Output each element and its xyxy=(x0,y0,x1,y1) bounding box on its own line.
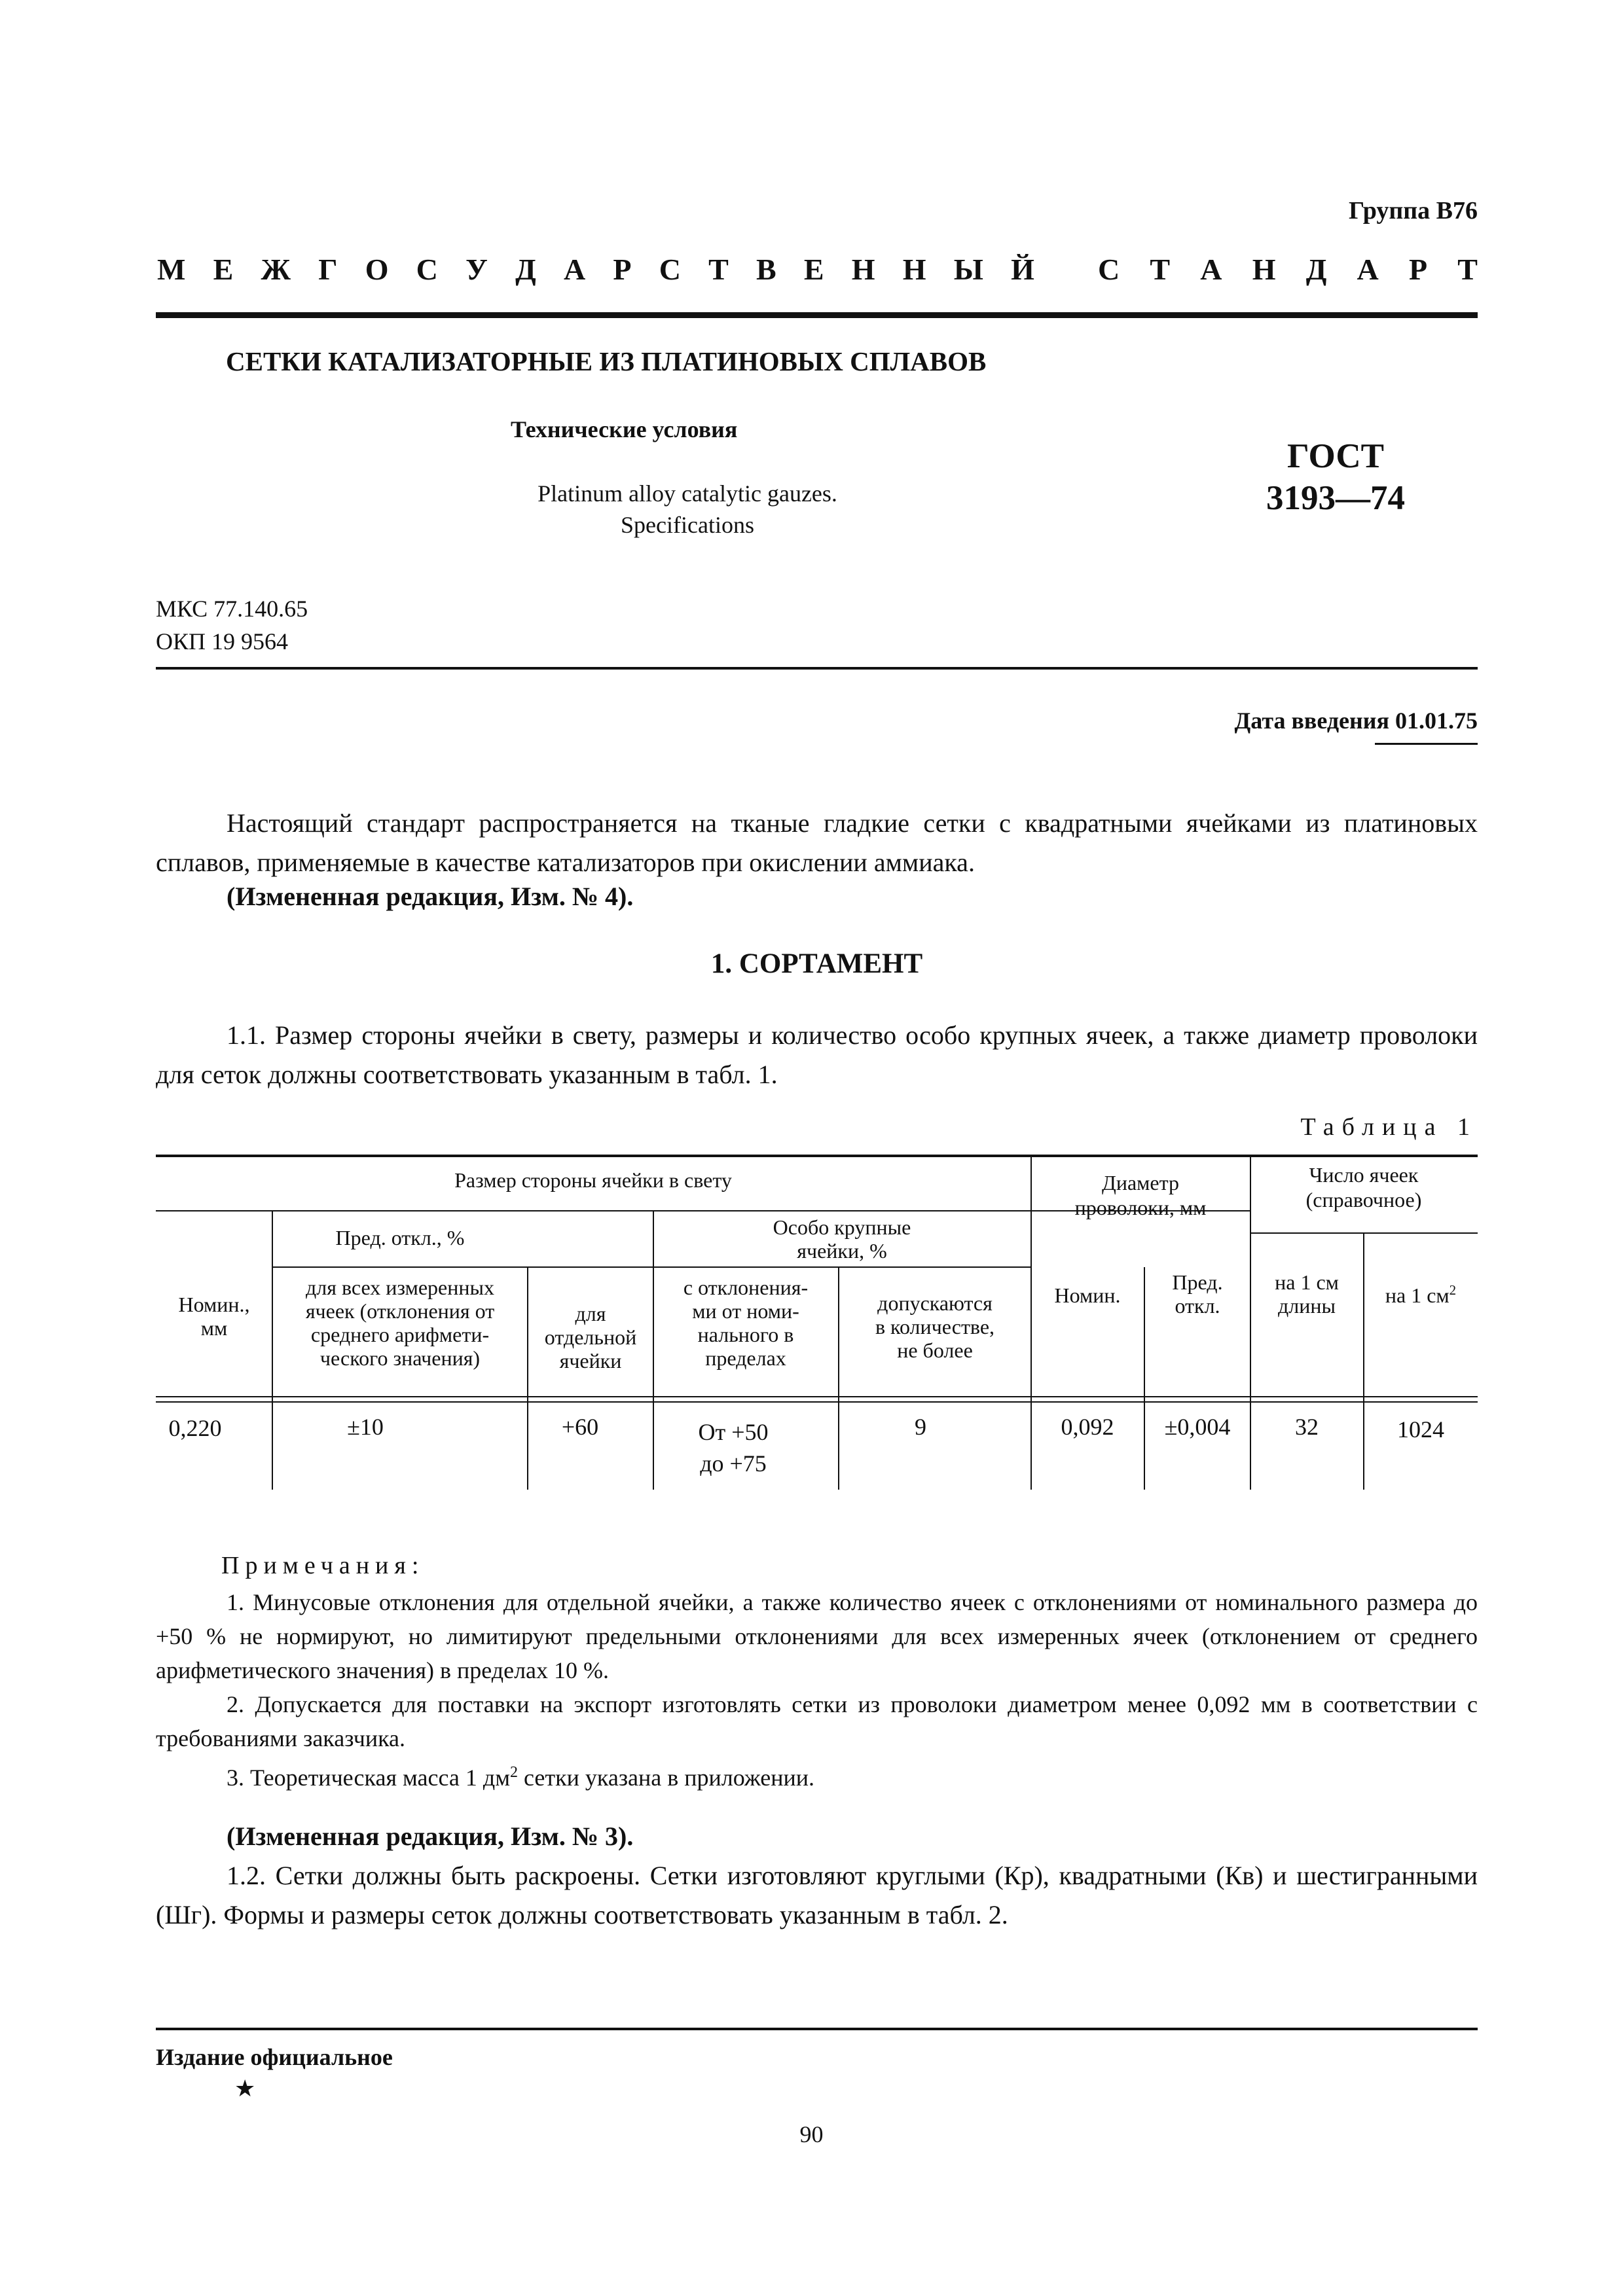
table-1 xyxy=(156,1155,1478,1498)
intro-date-label: Дата введения xyxy=(1234,708,1389,734)
note-1: 1. Минусовые отклонения для отдельной ячейки, а также количество ячеек с отклонениями от номинального размера до +50 % не нормируют, но лимитируют предельными отклонениями для всех измеренных ячеек (отклонением от среднего арифметического значения) в пределах 10 %. xyxy=(156,1589,1478,1683)
codes-rule xyxy=(156,667,1478,670)
cell-wire-tol: ±0,004 xyxy=(1164,1414,1231,1440)
cell-range: до +75 xyxy=(700,1450,767,1477)
letter: А xyxy=(1200,253,1222,286)
cell-nominal: 0,220 xyxy=(168,1415,222,1441)
edition-label: Издание официальное xyxy=(156,2044,393,2070)
standard-type-word-2 xyxy=(1098,252,1478,287)
header-wire-diameter: Диаметр xyxy=(1102,1171,1179,1194)
clause-1-1: 1.1. Размер стороны ячейки в свету, размеры и количество особо крупных ячеек, а также диаметр проволоки для сеток должны соответствовать указанным в табл. 1. xyxy=(156,1020,1478,1089)
header-deviation-range: нального в xyxy=(697,1323,794,1346)
note-3-text: 3. Теоретическая масса 1 дм xyxy=(227,1765,511,1791)
letter: Д xyxy=(1305,253,1327,286)
header-mesh-size: Размер стороны ячейки в свету xyxy=(454,1168,732,1192)
letter: М xyxy=(157,253,186,286)
intro-paragraph: Настоящий стандарт распространяется на тканые гладкие сетки с квадратными ячейками из платиновых сплавов, применяемые в качестве катализаторов при окислении аммиака. xyxy=(156,808,1478,877)
note-2: 2. Допускается для поставки на экспорт изготовлять сетки из проволоки диаметром менее 0,092 мм в соответствии с требованиями заказчика. xyxy=(156,1691,1478,1751)
cell-per-cm2: 1024 xyxy=(1397,1416,1444,1443)
standard-type-heading xyxy=(157,252,1478,287)
cell-tol-single: +60 xyxy=(561,1414,599,1440)
letter: Ы xyxy=(953,253,983,286)
header-per-cm-length: длины xyxy=(1278,1294,1336,1318)
table-1-grid xyxy=(156,1155,1478,1495)
letter: Т xyxy=(1150,253,1171,286)
letter: У xyxy=(465,253,488,286)
header-allowed-count: в количестве, xyxy=(875,1315,995,1338)
header-deviation-range: ми от номи- xyxy=(692,1299,799,1323)
letter: Е xyxy=(213,253,234,286)
letter: С xyxy=(416,253,438,286)
document-subtitle: Технические условия xyxy=(511,416,738,442)
per-cm2-superscript: 2 xyxy=(1449,1282,1457,1298)
clause-1-2: 1.2. Сетки должны быть раскроены. Сетки изготовляют круглыми (Кр), квадратными (Кв) и шестигранными (Шг). Формы и размеры сеток должны соответствовать указанным в табл. 2. xyxy=(156,1861,1478,1929)
header-nominal: мм xyxy=(200,1316,228,1340)
letter: Ж xyxy=(261,253,291,286)
header-allowed-count: допускаются xyxy=(877,1291,993,1315)
header-all-cells: ческого значения) xyxy=(319,1346,481,1370)
header-cells-count: (справочное) xyxy=(1305,1188,1422,1211)
group-label: Группа В76 xyxy=(1348,197,1478,224)
title-en-line: Platinum alloy catalytic gauzes. xyxy=(538,480,837,507)
introduction-date xyxy=(1235,707,1478,734)
document-title-english xyxy=(458,478,917,541)
intro-date-value: 01.01.75 xyxy=(1395,708,1478,734)
header-wire-tolerance: Пред. xyxy=(1172,1270,1223,1294)
standard-type-word-1 xyxy=(157,252,1034,287)
cell-tol-all: ±10 xyxy=(347,1414,384,1440)
cell-wire-nominal: 0,092 xyxy=(1061,1414,1114,1440)
letter: Т xyxy=(708,253,729,286)
header-all-cells: ячеек (отклонения от xyxy=(305,1299,495,1323)
header-single-cell: для xyxy=(575,1302,606,1325)
letter: С xyxy=(1098,253,1120,286)
letter: Г xyxy=(318,253,338,286)
header-deviation-range: с отклонения- xyxy=(683,1276,809,1299)
intro-date-underline xyxy=(1375,743,1478,745)
letter: Р xyxy=(613,253,632,286)
letter: С xyxy=(659,253,681,286)
header-all-cells: среднего арифмети- xyxy=(310,1323,490,1346)
header-all-cells: для всех измеренных xyxy=(306,1276,494,1299)
letter: Н xyxy=(1252,253,1276,286)
letter: Д xyxy=(515,253,536,286)
letter: Е xyxy=(803,253,824,286)
note-3-text: сетки указана в приложении. xyxy=(518,1765,815,1791)
letter: А xyxy=(563,253,586,286)
header-cells-count: Число ячеек xyxy=(1309,1163,1419,1187)
header-nominal: Номин., xyxy=(178,1293,250,1316)
classification-codes xyxy=(156,592,308,658)
section-title: 1. СОРТАМЕНТ xyxy=(710,948,923,979)
mks-code: МКС 77.140.65 xyxy=(156,596,308,622)
page-number: 90 xyxy=(799,2121,824,2147)
header-rule xyxy=(156,312,1478,318)
header-wire-diameter: проволоки, мм xyxy=(1074,1196,1207,1219)
title-en-line: Specifications xyxy=(621,512,754,538)
amendment-note: (Измененная редакция, Изм. № 3). xyxy=(227,1821,634,1851)
header-per-cm2 xyxy=(1385,1282,1456,1307)
header-wire-nominal: Номин. xyxy=(1054,1283,1121,1307)
header-large-cells: Особо крупные xyxy=(773,1215,911,1239)
gost-number: 3193—74 xyxy=(1266,479,1405,517)
header-per-cm-length: на 1 см xyxy=(1275,1270,1339,1294)
table-caption: Таблица 1 xyxy=(1300,1113,1478,1141)
okp-code: ОКП 19 9564 xyxy=(156,628,289,655)
cell-allowed: 9 xyxy=(915,1414,926,1440)
letter: Н xyxy=(851,253,875,286)
star-icon: ★ xyxy=(234,2075,256,2102)
header-deviation-range: пределах xyxy=(705,1346,786,1370)
letter: Т xyxy=(1457,253,1478,286)
header-wire-tolerance: откл. xyxy=(1175,1294,1220,1318)
letter: Р xyxy=(1408,253,1428,286)
gost-label: ГОСТ xyxy=(1287,437,1384,475)
amendment-note: (Измененная редакция, Изм. № 4). xyxy=(227,882,634,911)
note-3-superscript: 2 xyxy=(510,1764,519,1781)
letter: В xyxy=(756,253,776,286)
header-single-cell: ячейки xyxy=(559,1349,622,1372)
header-tolerance: Пред. откл., % xyxy=(335,1226,465,1249)
gost-designation xyxy=(1231,435,1440,519)
letter: Й xyxy=(1011,253,1034,286)
letter: Н xyxy=(902,253,926,286)
letter: О xyxy=(365,253,389,286)
per-cm2-label: на 1 см xyxy=(1385,1283,1450,1307)
header-allowed-count: не более xyxy=(897,1338,973,1362)
footer-rule xyxy=(156,2028,1478,2030)
letter: А xyxy=(1357,253,1379,286)
note-3 xyxy=(156,1755,1478,1795)
header-large-cells: ячейки, % xyxy=(797,1239,887,1263)
header-single-cell: отдельной xyxy=(544,1325,637,1349)
cell-per-cm: 32 xyxy=(1295,1414,1319,1440)
document-title: СЕТКИ КАТАЛИЗАТОРНЫЕ ИЗ ПЛАТИНОВЫХ СПЛАВОВ xyxy=(226,346,987,376)
notes-title: Примечания: xyxy=(221,1552,425,1579)
cell-range: От +50 xyxy=(698,1419,769,1445)
